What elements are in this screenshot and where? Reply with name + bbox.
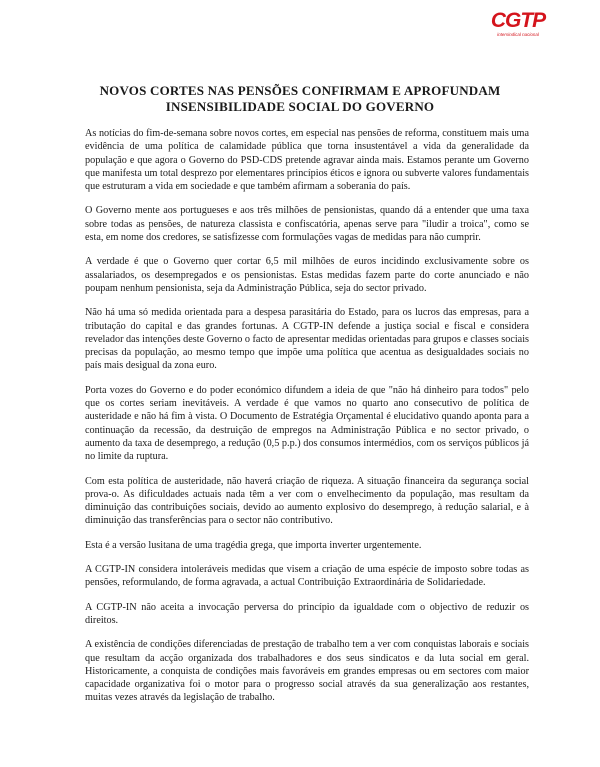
body-paragraph: A existência de condições diferenciadas de prestação de trabalho tem a ver com conquistas laborais e sociais que resultam da acção organizada dos trabalhadores e dos seus sindicatos e da luta social em geral. Historicamente, a conquista de condições mais favoráveis em grandes empresas ou em sectores com maior capacidade organizativa foi o motor para o progresso social através da sua generalização aos restantes, muitas vezes através da legislação de trabalho. <box>85 639 529 704</box>
body-paragraph: A CGTP-IN considera intoleráveis medidas que visem a criação de uma espécie de imposto sobre todas as pensões, reformulando, de forma agravada, a actual Contribuição Extraordinária de Solidariedade. <box>85 564 529 589</box>
logo-mark: CGTP <box>490 9 546 32</box>
body-paragraph: Esta é a versão lusitana de uma tragédia grega, que importa inverter urgentemente. <box>85 539 422 551</box>
body-paragraph: Não há uma só medida orientada para a despesa parasitária do Estado, para os lucros das empresas, para a tributação do capital e das grandes fortunas. A CGTP-IN defende a justiça social e fiscal e considera revelador das intenções deste Governo o facto de apresentar medidas orientadas para grupos e classes sociais precisas da população, ao mesmo tempo que impõe uma política que acentua as desigualdades sociais no país mais desigual da zona euro. <box>85 307 529 372</box>
cgtp-logo <box>488 10 548 42</box>
body-paragraph: A verdade é que o Governo quer cortar 6,5 mil milhões de euros incidindo exclusivamente sobre os assalariados, os desempregados e os pensionistas. Estas medidas fazem parte do corte anunciado e não poupam nenhum pensionista, seja da Administração Pública, seja do sector privado. <box>85 256 529 294</box>
title-line-1: NOVOS CORTES NAS PENSÕES CONFIRMAM E APROFUNDAM <box>99 83 501 98</box>
body-paragraph: Com esta política de austeridade, não haverá criação de riqueza. A situação financeira da segurança social prova-o. As dificuldades actuais nada têm a ver com o envelhecimento da população, mas resultam da diminuição das contribuições sociais, devido ao aumento explosivo do desemprego, à redução salarial, e à diminuição das transferências para o sector não contributivo. <box>85 475 529 527</box>
body-paragraph: As notícias do fim-de-semana sobre novos cortes, em especial nas pensões de reforma, constituem mais uma evidência de uma política de calamidade pública que torna insustentável a vida da generalidade da população e que agora o Governo do PSD-CDS pretende agravar ainda mais. Estamos perante um Governo que manifesta um total desprezo por elementares princípios éticos e ignora ou subverte valores fundamentais que estruturam a vida em sociedade e que também afirmam a soberania do país. <box>85 128 529 193</box>
document-body <box>85 127 529 716</box>
document-title <box>60 83 540 115</box>
title-line-2: INSENSIBILIDADE SOCIAL DO GOVERNO <box>165 99 435 114</box>
body-paragraph: A CGTP-IN não aceita a invocação perversa do princípio da igualdade com o objectivo de reduzir os direitos. <box>85 601 529 626</box>
logo-subtitle: intersindical nacional <box>497 32 539 37</box>
body-paragraph: O Governo mente aos portugueses e aos três milhões de pensionistas, quando dá a entender que uma taxa sobre todas as pensões, de natureza classista e confiscatória, apenas serve para "iludir a troica", como se esta, em nome dos credores, se satisfizesse com formulações vagas de medidas para não cumprir. <box>85 205 529 244</box>
body-paragraph: Porta vozes do Governo e do poder económico difundem a ideia de que "não há dinheiro para todos" pelo que os cortes seriam inevitáveis. A verdade é que vamos no quarto ano consecutivo de política de austeridade e não há fim à vista. O Documento de Estratégia Orçamental é elucidativo quando aponta para a continuação da recessão, da destruição de empregos na Administração Pública e no sector privado, o aumento da taxa de desemprego, a redução (0,5 p.p.) dos consumos intermédios, com os serviços públicos já no limite da ruptura. <box>85 384 529 463</box>
